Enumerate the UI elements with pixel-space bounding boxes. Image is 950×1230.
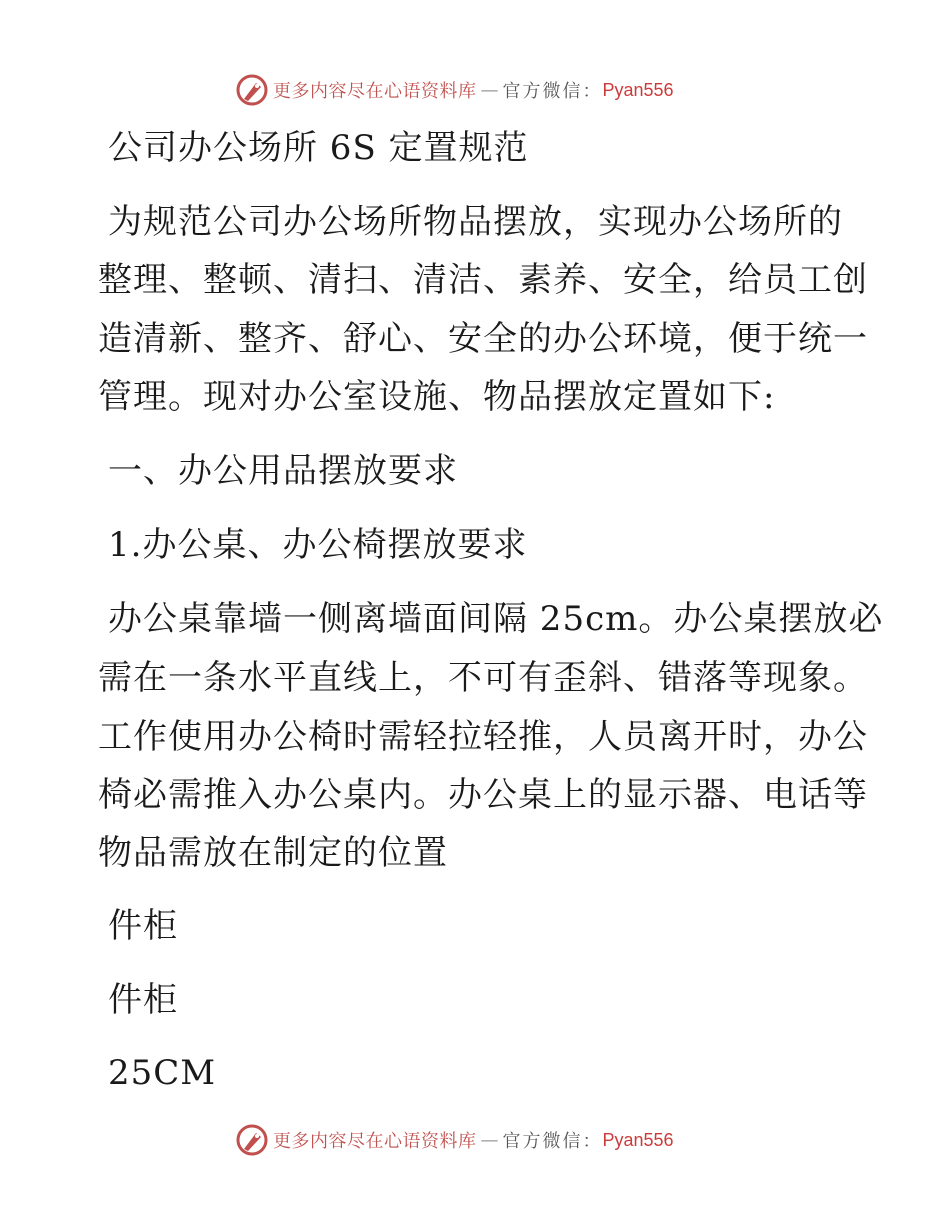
intro-line: 造清新、整齐、舒心、安全的办公环境，便于统一 <box>98 319 868 359</box>
section-heading: 一、办公用品摆放要求 <box>108 451 458 491</box>
pen-nib-logo-icon <box>235 73 269 107</box>
banner-dash: — <box>480 79 499 101</box>
header-banner <box>235 72 674 108</box>
promo-text: 更多内容尽在心语资料库 <box>273 81 477 102</box>
fragment-text: 25CM <box>108 1053 217 1093</box>
document-title: 公司办公场所 6S 定置规范 <box>108 128 529 168</box>
paragraph-line: 工作使用办公椅时需轻拉轻推，人员离开时，办公 <box>98 717 868 757</box>
paragraph-line: 办公桌靠墙一侧离墙面间隔 25cm。办公桌摆放必 <box>108 599 884 639</box>
wechat-id: Pyan556 <box>602 1129 674 1150</box>
banner-dash: — <box>480 1129 499 1151</box>
intro-line: 为规范公司办公场所物品摆放，实现办公场所的 <box>108 202 843 242</box>
fragment-text: 件柜 <box>108 906 178 946</box>
paragraph-line: 需在一条水平直线上，不可有歪斜、错落等现象。 <box>98 658 868 698</box>
wechat-id: Pyan556 <box>602 79 674 100</box>
wechat-label: 官方微信： <box>502 1131 603 1152</box>
paragraph-line: 物品需放在制定的位置 <box>98 833 448 873</box>
intro-line: 整理、整顿、清扫、清洁、素养、安全，给员工创 <box>98 260 868 300</box>
paragraph-line: 椅必需推入办公桌内。办公桌上的显示器、电话等 <box>98 775 868 815</box>
intro-line: 管理。现对办公室设施、物品摆放定置如下: <box>98 377 776 417</box>
promo-text: 更多内容尽在心语资料库 <box>273 1131 477 1152</box>
wechat-label: 官方微信： <box>502 81 603 102</box>
fragment-text: 件柜 <box>108 980 178 1020</box>
subsection-heading: 1.办公桌、办公椅摆放要求 <box>108 525 528 565</box>
footer-banner <box>235 1122 674 1158</box>
pen-nib-logo-icon <box>235 1123 269 1157</box>
